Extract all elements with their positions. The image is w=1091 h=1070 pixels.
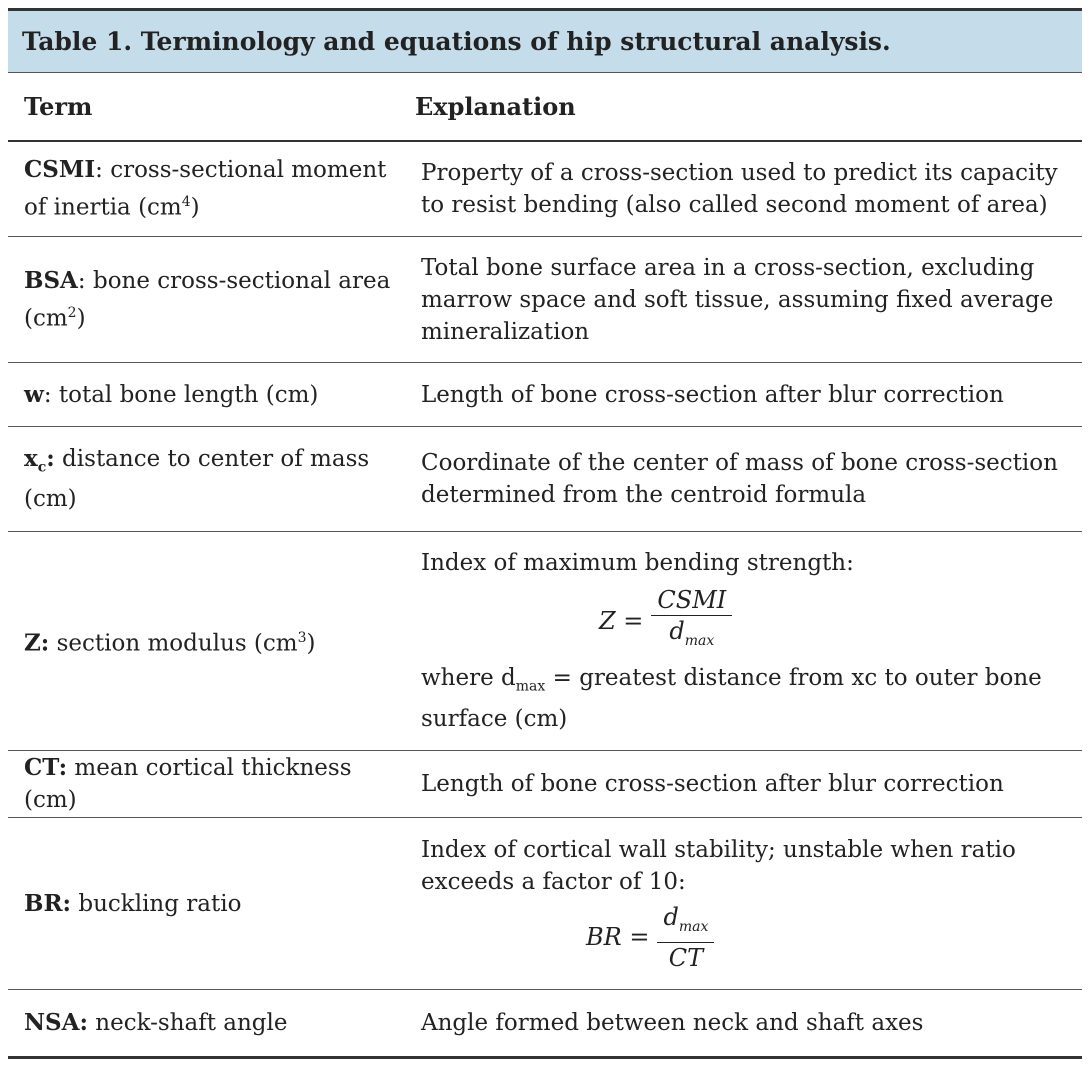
table-row-br [8, 818, 1082, 990]
term-cell: CT: mean cortical thickness (cm) [24, 754, 352, 813]
table-row-z [8, 532, 1082, 751]
table [8, 8, 1082, 1059]
explanation-cell: Coordinate of the center of mass of bone cross-section determined from the centroid formula [421, 450, 1058, 508]
explanation-outro: where $d_{max}$ = greatest distance from xc to outer bone surface (cm) [421, 665, 1042, 732]
term-cell: NSA: neck-shaft angle [24, 1009, 288, 1036]
equation-z: Z = $\frac{\text{CSMI}}{d_{max}}$ [599, 585, 1082, 656]
explanation-intro: Index of maximum bending strength: [421, 550, 854, 577]
term-cell: BR: buckling ratio [24, 889, 242, 917]
table-row-w [8, 363, 1082, 427]
table-row-nsa [8, 990, 1082, 1059]
table-caption: Table 1. Terminology and equations of hip structural analysis. [8, 8, 1082, 72]
equation-br: BR = $\frac{d_{max}}{CT}$ [586, 902, 1082, 973]
explanation-cell [405, 532, 1082, 750]
explanation-cell: Length of bone cross-section after blur correction [421, 381, 1004, 408]
explanation-cell: Length of bone cross-section after blur correction [421, 771, 1004, 797]
term-cell: $x_c$: distance to center of mass (cm) [24, 444, 370, 513]
explanation-cell: Property of a cross-section used to predict its capacity to resist bending (also called second moment of area) [421, 160, 1058, 218]
header-term: Term [24, 91, 93, 121]
term-cell: w: total bone length (cm) [24, 380, 319, 408]
term-cell: BSA: bone cross-sectional area $(cm^2)$ [24, 266, 391, 332]
explanation-cell: Total bone surface area in a cross-section, excluding marrow space and soft tissue, assuming fixed average mineralization [421, 254, 1054, 345]
header-explanation: Explanation [415, 91, 576, 121]
explanation-cell: Angle formed between neck and shaft axes [421, 1010, 924, 1036]
term-cell: CSMI: cross-sectional moment of inertia $(cm^4)$ [24, 156, 387, 221]
table-row-bsa [8, 237, 1082, 363]
table-row-csmi [8, 142, 1082, 237]
table-row-ct [8, 751, 1082, 818]
term-cell: Z: section modulus $(cm^3)$ [24, 629, 316, 657]
header-row [8, 72, 1082, 142]
explanation-cell [405, 818, 1082, 989]
explanation-intro: Index of cortical wall stability; unstable when ratio exceeds a factor of 10: [421, 837, 1016, 896]
table-row-xc [8, 427, 1082, 532]
